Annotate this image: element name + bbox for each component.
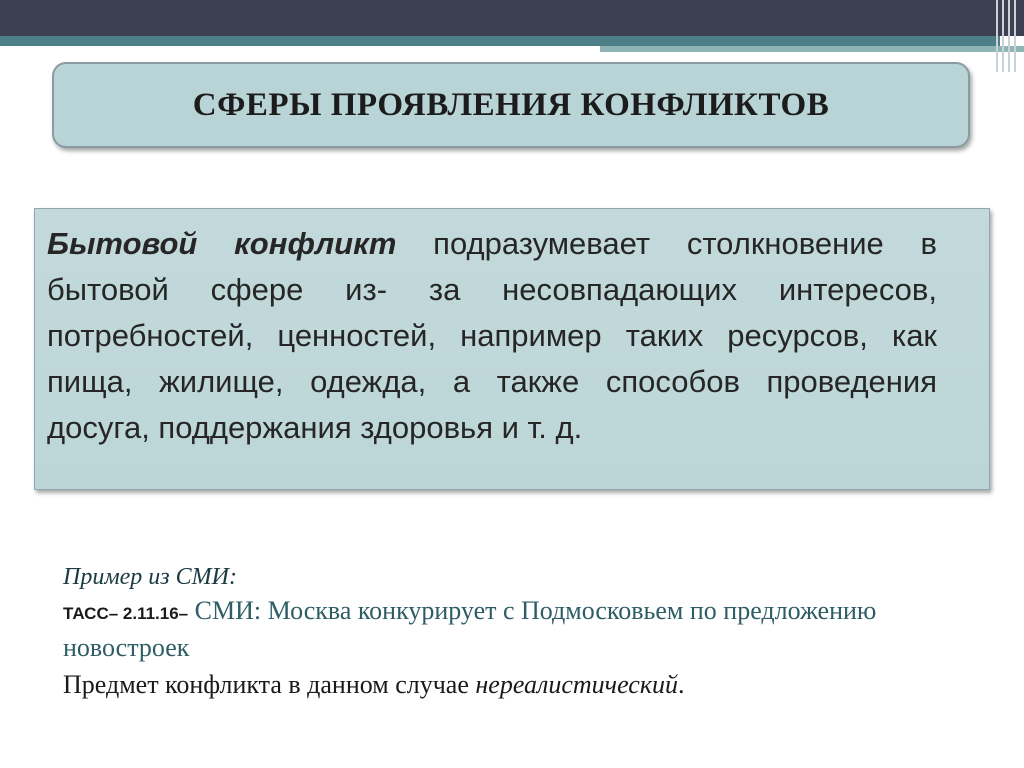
conclusion-prefix: Предмет конфликта в данном случае [63,670,469,699]
title-box [52,62,970,148]
example-section [63,560,963,703]
example-source: ТАСС– 2.11.16– [63,604,189,623]
top-header-band [0,0,1024,36]
definition-term: Бытовой конфликт [47,226,397,261]
example-headline: СМИ: Москва конкурирует с Подмосковьем по предложению новостроек [63,596,877,662]
example-news-line [63,594,963,665]
slide-title: СФЕРЫ ПРОЯВЛЕНИЯ КОНФЛИКТОВ [192,86,830,123]
definition-box [34,208,990,490]
accent-strip [0,36,1000,46]
definition-body: подразумевает столкновение в бытовой сфере из- за несовпадающих интересов, потребностей, ценностей, например таких ресурсов, как пища, жилище, одежда, а также способов проведения досуга, поддержания здоровья и т. д. [47,226,937,445]
example-heading: Пример из СМИ: [63,564,237,590]
conclusion-suffix: . [677,670,685,699]
definition-text [47,221,937,451]
decorative-edge-lines [992,0,1024,72]
conclusion-value: нереалистический [475,670,678,699]
accent-strip-light [600,46,1024,52]
example-conclusion [63,667,963,703]
